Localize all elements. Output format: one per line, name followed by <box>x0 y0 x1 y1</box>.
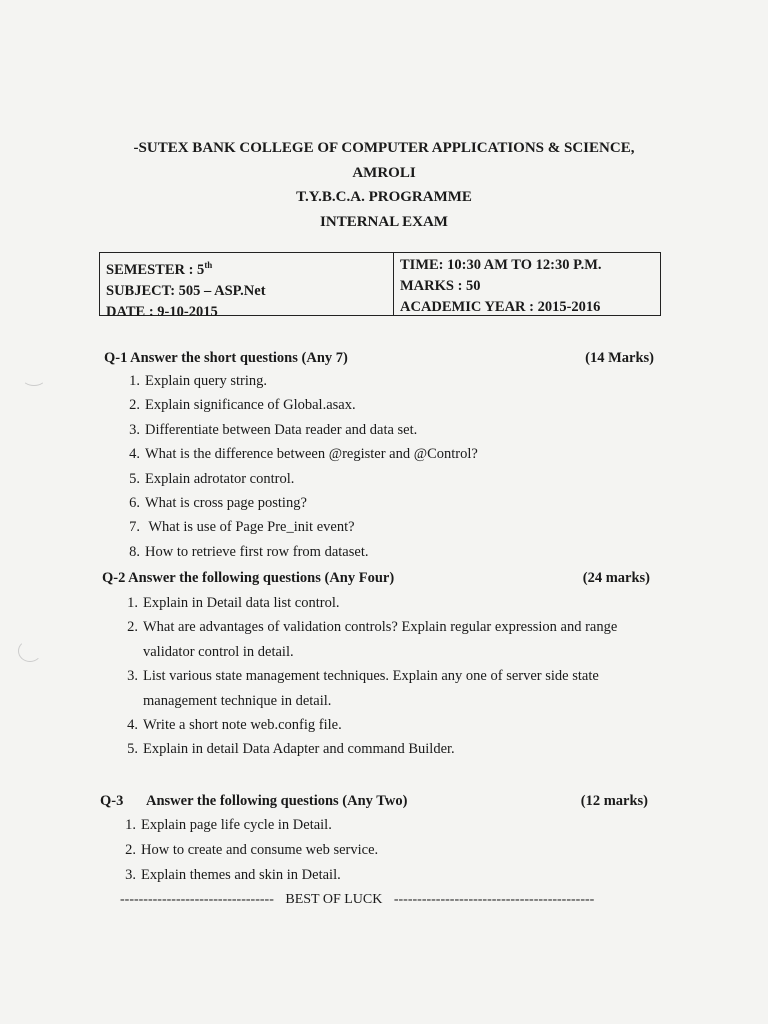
exam-info-left <box>100 253 394 320</box>
question-text: Explain in detail Data Adapter and command Builder. <box>143 741 455 758</box>
question-number: 2. <box>129 397 140 414</box>
exam-info-table <box>99 252 661 320</box>
subject: SUBJECT: 505 – ASP.Net <box>106 282 266 299</box>
question-text: List various state management techniques. Explain any one of server side state <box>143 668 599 685</box>
q1-question <box>118 422 417 439</box>
question-text: How to create and consume web service. <box>141 842 379 858</box>
question-number: 6. <box>129 495 140 511</box>
q3-question <box>114 817 332 834</box>
question-number: 4. <box>127 717 138 733</box>
question-text-continued: management technique in detail. <box>143 692 332 709</box>
best-of-luck-line <box>120 892 640 908</box>
scan-mark <box>22 370 46 386</box>
footer-text: BEST OF LUCK <box>285 892 383 907</box>
q2-marks: (24 marks) <box>582 570 650 586</box>
q1-question <box>118 446 478 463</box>
semester <box>106 255 387 281</box>
q3-label: Q-3 <box>100 793 124 809</box>
question-number: 7. <box>129 519 140 536</box>
college-place: AMROLI <box>352 165 416 181</box>
q2-question <box>116 619 617 636</box>
semester-sup: th <box>204 260 213 270</box>
footer-right-dashes: ------------------------------------------- <box>393 892 595 907</box>
total-marks: MARKS : 50 <box>400 278 481 294</box>
question-text: What is use of Page Pre_init event? <box>145 519 355 536</box>
question-number: 1. <box>127 595 138 611</box>
question-number: 2. <box>127 619 138 636</box>
q1-question <box>118 471 294 488</box>
exam-title: INTERNAL EXAM <box>320 214 448 230</box>
question-number: 4. <box>129 446 140 463</box>
q2-question <box>116 595 340 612</box>
question-number: 5. <box>127 741 138 758</box>
question-text: Explain themes and skin in Detail. <box>141 867 341 883</box>
q1-title: Q-1 Answer the short questions (Any 7) <box>104 350 348 366</box>
q3-question <box>114 842 378 859</box>
question-number: 2. <box>125 842 136 858</box>
q2-question <box>116 668 599 685</box>
q3-heading <box>100 793 648 810</box>
q1-marks: (14 Marks) <box>585 350 654 366</box>
q2-heading <box>102 570 650 587</box>
q1-question <box>118 544 368 561</box>
exam-date: DATE : 9-10-2015 <box>106 303 218 320</box>
question-text: Explain adrotator control. <box>145 470 295 487</box>
question-number: 3. <box>127 668 138 685</box>
question-text: How to retrieve first row from dataset. <box>145 543 369 560</box>
question-text: Differentiate between Data reader and data set. <box>145 421 418 438</box>
q1-question <box>118 519 355 536</box>
question-text: What is the difference between @register and @Control? <box>145 446 478 463</box>
question-text: Write a short note web.config file. <box>143 717 342 733</box>
question-number: 1. <box>125 817 136 833</box>
semester-label: SEMESTER : 5 <box>106 261 205 278</box>
q2-question <box>116 741 455 758</box>
q1-heading <box>104 350 654 367</box>
q2-question <box>116 717 342 734</box>
college-name: -SUTEX BANK COLLEGE OF COMPUTER APPLICATIONS & SCIENCE, <box>133 140 635 156</box>
question-number: 1. <box>129 373 140 389</box>
question-text: Explain significance of Global.asax. <box>145 397 356 414</box>
question-number: 5. <box>129 470 140 487</box>
footer-left-dashes: --------------------------------- <box>120 892 274 907</box>
q1-question <box>118 495 307 512</box>
exam-time: TIME: 10:30 AM TO 12:30 P.M. <box>400 257 602 273</box>
q1-question <box>118 397 356 414</box>
question-text-continued: validator control in detail. <box>143 643 294 660</box>
question-text: Explain page life cycle in Detail. <box>141 817 332 833</box>
question-text: Explain query string. <box>145 373 268 389</box>
question-number: 3. <box>125 867 136 883</box>
q3-marks: (12 marks) <box>580 793 648 809</box>
q2-title: Q-2 Answer the following questions (Any Four) <box>102 570 395 586</box>
exam-info-right <box>394 253 660 315</box>
q3-title: Answer the following questions (Any Two) <box>146 793 408 809</box>
question-text: Explain in Detail data list control. <box>143 595 340 611</box>
q3-question <box>114 867 341 884</box>
scan-mark <box>18 640 42 662</box>
question-text: What is cross page posting? <box>145 495 307 511</box>
question-number: 3. <box>129 421 140 438</box>
q1-question <box>118 373 267 390</box>
academic-year: ACADEMIC YEAR : 2015-2016 <box>400 299 601 315</box>
programme-title: T.Y.B.C.A. PROGRAMME <box>296 189 472 205</box>
question-number: 8. <box>129 543 140 560</box>
question-text: What are advantages of validation controls? Explain regular expression and range <box>143 619 618 636</box>
